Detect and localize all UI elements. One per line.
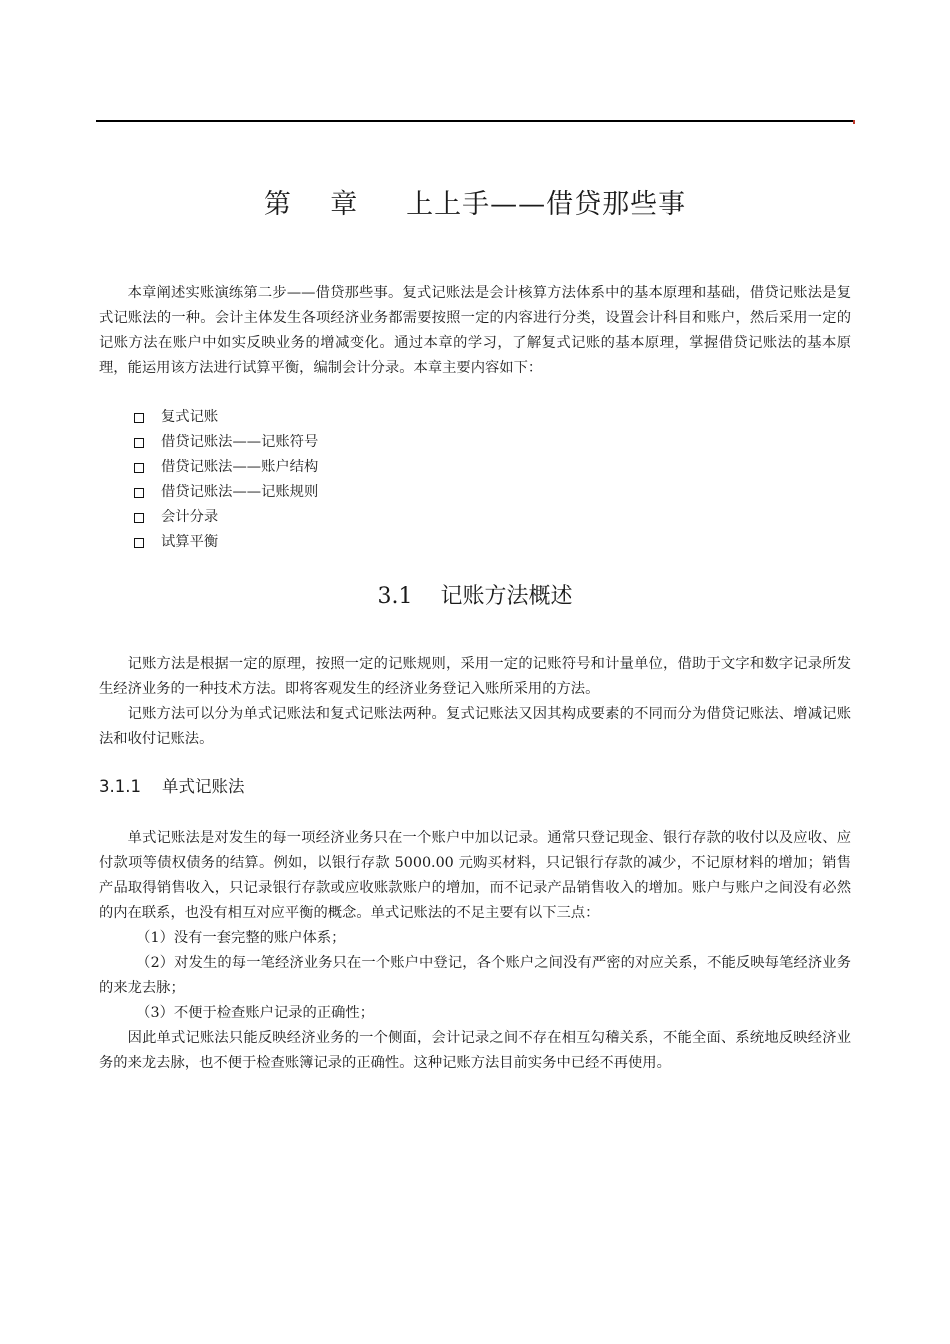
- checkbox-square-icon: [134, 463, 144, 473]
- subsection-body: [99, 826, 851, 1076]
- checkbox-square-icon: [134, 513, 144, 523]
- list-item-label: 会计分录: [161, 509, 219, 525]
- intro-paragraph: 本章阐述实账演练第二步——借贷那些事。复式记账法是会计核算方法体系中的基本原理和基础，借贷记账法是复式记账法的一种。会计主体发生各项经济业务都需要按照一定的内容进行分类，设置会计科目和账户，然后采用一定的记账方法在账户中如实反映业务的增减变化。通过本章的学习，了解复式记账的基本原理，掌握借贷记账法的基本原理，能运用该方法进行试算平衡，编制会计分录。本章主要内容如下：: [99, 285, 851, 376]
- list-item: [134, 430, 318, 455]
- header-rule-mark: [853, 120, 855, 124]
- subsection-point: （1）没有一套完整的账户体系；: [136, 930, 346, 946]
- section-title: 3.1 记账方法概述: [377, 584, 573, 609]
- subsection-point: （3）不便于检查账户记录的正确性；: [136, 1005, 375, 1021]
- checkbox-square-icon: [134, 488, 144, 498]
- chapter-intro: [99, 281, 851, 381]
- subsection-point: （2）对发生的每一笔经济业务只在一个账户中登记，各个账户之间没有严密的对应关系，不能反映每笔经济业务的来龙去脉；: [99, 955, 851, 996]
- list-item-label: 借贷记账法——记账符号: [161, 434, 319, 450]
- list-item: [134, 505, 318, 530]
- list-item: [134, 455, 318, 480]
- subsection-paragraph: 单式记账法是对发生的每一项经济业务只在一个账户中加以记录。通常只登记现金、银行存款的收付以及应收、应付款项等债权债务的结算。例如，以银行存款 5000.00 元购买材料，只记银行存款的减少，不记原材料的增加；销售产品取得销售收入，只记录银行存款或应收账款账户的增加，而不记录产品销售收入的增加。账户与账户之间没有必然的内在联系，也没有相互对应平衡的概念。单式记账法的不足主要有以下三点：: [99, 830, 851, 921]
- list-item: [134, 405, 318, 430]
- section-paragraph: 记账方法可以分为单式记账法和复式记账法两种。复式记账法又因其构成要素的不同而分为借贷记账法、增减记账法和收付记账法。: [99, 706, 851, 747]
- chapter-title: 第 章 上上手——借贷那些事: [263, 189, 687, 220]
- list-item-label: 借贷记账法——记账规则: [161, 484, 319, 500]
- list-item: [134, 480, 318, 505]
- list-item-label: 试算平衡: [161, 534, 219, 550]
- checkbox-square-icon: [134, 413, 144, 423]
- checkbox-square-icon: [134, 438, 144, 448]
- header-rule: [96, 120, 855, 122]
- section-body: [99, 652, 851, 752]
- list-item-label: 借贷记账法——账户结构: [161, 459, 319, 475]
- subsection-conclusion: 因此单式记账法只能反映经济业务的一个侧面，会计记录之间不存在相互勾稽关系，不能全面、系统地反映经济业务的来龙去脉，也不便于检查账簿记录的正确性。这种记账方法目前实务中已经不再使用。: [99, 1030, 851, 1071]
- checkbox-square-icon: [134, 538, 144, 548]
- chapter-contents-list: [134, 405, 318, 555]
- list-item-label: 复式记账: [161, 409, 219, 425]
- list-item: [134, 530, 318, 555]
- subsection-title: 3.1.1 单式记账法: [99, 777, 245, 796]
- section-paragraph: 记账方法是根据一定的原理，按照一定的记账规则，采用一定的记账符号和计量单位，借助于文字和数字记录所发生经济业务的一种技术方法。即将客观发生的经济业务登记入账所采用的方法。: [99, 656, 851, 697]
